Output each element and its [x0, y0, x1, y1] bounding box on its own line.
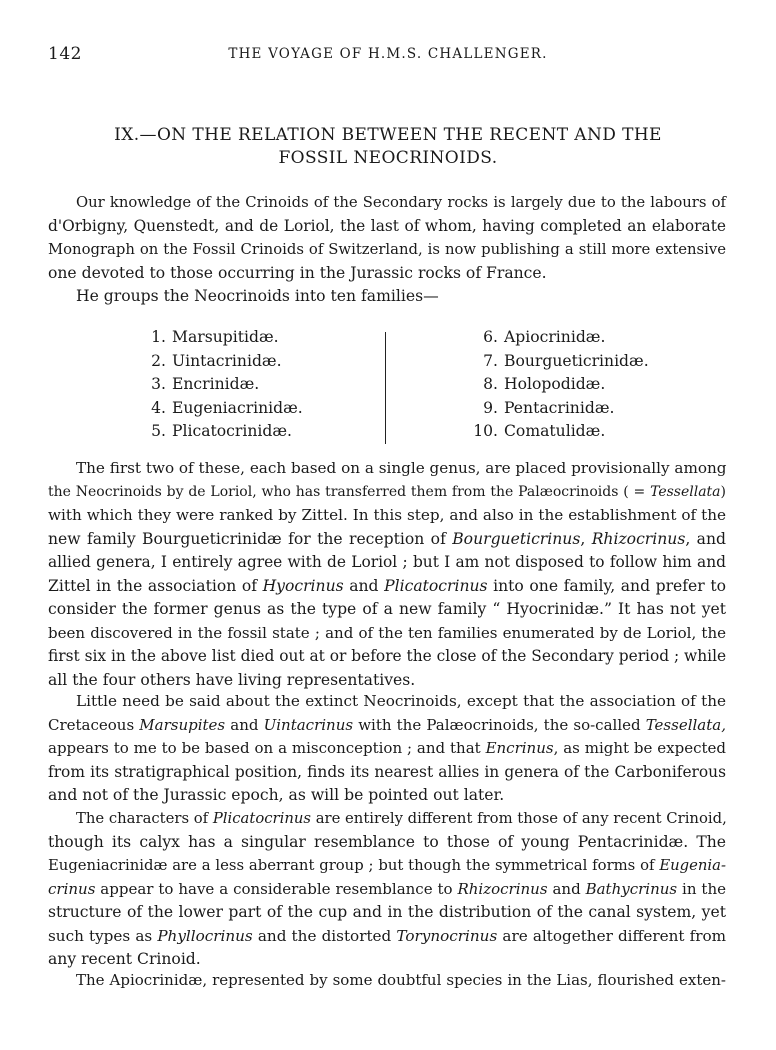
running-head: THE VOYAGE OF H.M.S. CHALLENGER. — [228, 46, 548, 62]
list-item: 5. Plicatocrinidæ. — [151, 422, 292, 440]
paragraph-families-intro — [48, 285, 726, 309]
page-header — [48, 44, 728, 66]
list-item: 9. Pentacrinidæ. — [483, 398, 615, 417]
paragraph-first-two-families — [48, 457, 726, 692]
text-line: The first two of these, each based on a single genus, are placed provisionally among — [76, 459, 727, 477]
text-line: Our knowledge of the Crinoids of the Secondary rocks is largely due to the labours of — [76, 194, 726, 211]
paragraph-extinct-neocrinoids — [48, 690, 726, 808]
paragraph-plicatocrinus — [48, 807, 726, 972]
text-line: and not of the Jurassic epoch, as will be pointed out later. — [48, 786, 505, 804]
text-line: any recent Crinoid. — [48, 950, 201, 968]
section-title-line: IX.—ON THE RELATION BETWEEN THE RECENT AND THE — [114, 125, 662, 145]
text-line: though its calyx has a singular resemblance to those of young Pentacrinidæ. The — [48, 832, 726, 851]
text-line: Little need be said about the extinct Neocrinoids, except that the association of the — [76, 692, 726, 710]
section-title-line: FOSSIL NEOCRINOIDS. — [278, 148, 498, 168]
text-line: new family Bourgueticrinidæ for the reception of Bourgueticrinus, Rhizocrinus, and — [48, 529, 726, 548]
list-item: 7. Bourgueticrinidæ. — [483, 351, 649, 370]
paragraph-apiocrinidae — [48, 969, 726, 993]
text-line: The characters of Plicatocrinus are entirely different from those of any recent Crinoid, — [76, 810, 727, 827]
list-item: 1. Marsupitidæ. — [151, 328, 279, 346]
text-line: with which they were ranked by Zittel. In this step, and also in the establishment of the — [48, 506, 726, 524]
text-line: first six in the above list died out at or before the close of the Secondary period ; while — [48, 647, 727, 665]
text-line: such types as Phyllocrinus and the distorted Torynocrinus are altogether different from — [48, 926, 727, 945]
text-line: one devoted to those occurring in the Jurassic rocks of France. — [48, 263, 547, 282]
list-item: 4. Eugeniacrinidæ. — [151, 398, 303, 417]
text-line: He groups the Neocrinoids into ten families— — [76, 287, 439, 305]
text-line: d'Orbigny, Quenstedt, and de Loriol, the last of whom, having completed an elaborate — [48, 216, 726, 235]
text-line: appears to me to be based on a misconception ; and that Encrinus, as might be expected — [48, 739, 726, 757]
list-item: 10. Comatulidæ. — [473, 422, 606, 440]
text-line: Zittel in the association of Hyocrinus and Plicatocrinus into one family, and prefer to — [48, 576, 726, 595]
family-list — [48, 326, 726, 444]
text-line: crinus appear to have a considerable resemblance to Rhizocrinus and Bathycrinus in the — [48, 879, 726, 898]
text-line: The Apiocrinidæ, represented by some doubtful species in the Lias, flourished exten- — [76, 971, 726, 989]
text-line: from its stratigraphical position, finds its nearest allies in genera of the Carboniferous — [48, 762, 726, 781]
text-line: Monograph on the Fossil Crinoids of Switzerland, is now publishing a still more extensive — [48, 241, 726, 258]
page-number: 142 — [48, 44, 82, 64]
list-item: 2. Uintacrinidæ. — [151, 351, 282, 370]
list-item: 6. Apiocrinidæ. — [483, 328, 606, 346]
section-title — [60, 124, 716, 170]
family-list-right — [468, 326, 649, 444]
paragraph-secondary-crinoids — [48, 191, 726, 285]
text-line: Cretaceous Marsupites and Uintacrinus with the Palæocrinoids, the so-called Tessellata, — [48, 715, 726, 734]
text-line: consider the former genus as the type of a new family “ Hyocrinidæ.” It has not yet — [48, 600, 726, 618]
column-divider — [385, 332, 386, 444]
text-line: structure of the lower part of the cup and in the distribution of the canal system, yet — [48, 903, 726, 921]
text-line: been discovered in the fossil state ; and of the ten families enumerated by de Loriol, the — [48, 623, 726, 642]
list-item: 3. Encrinidæ. — [151, 375, 260, 393]
text-line: the Neocrinoids by de Loriol, who has transferred them from the Palæocrinoids ( = Tessellata) — [48, 483, 726, 500]
text-line: allied genera, I entirely agree with de Loriol ; but I am not disposed to follow him and — [48, 553, 726, 571]
text-line: all the four others have living representatives. — [48, 670, 416, 689]
list-item: 8. Holopodidæ. — [483, 375, 606, 393]
text-line: Eugeniacrinidæ are a less aberrant group ; but though the symmetrical forms of Eugenia- — [48, 857, 726, 874]
family-list-left — [136, 326, 303, 444]
